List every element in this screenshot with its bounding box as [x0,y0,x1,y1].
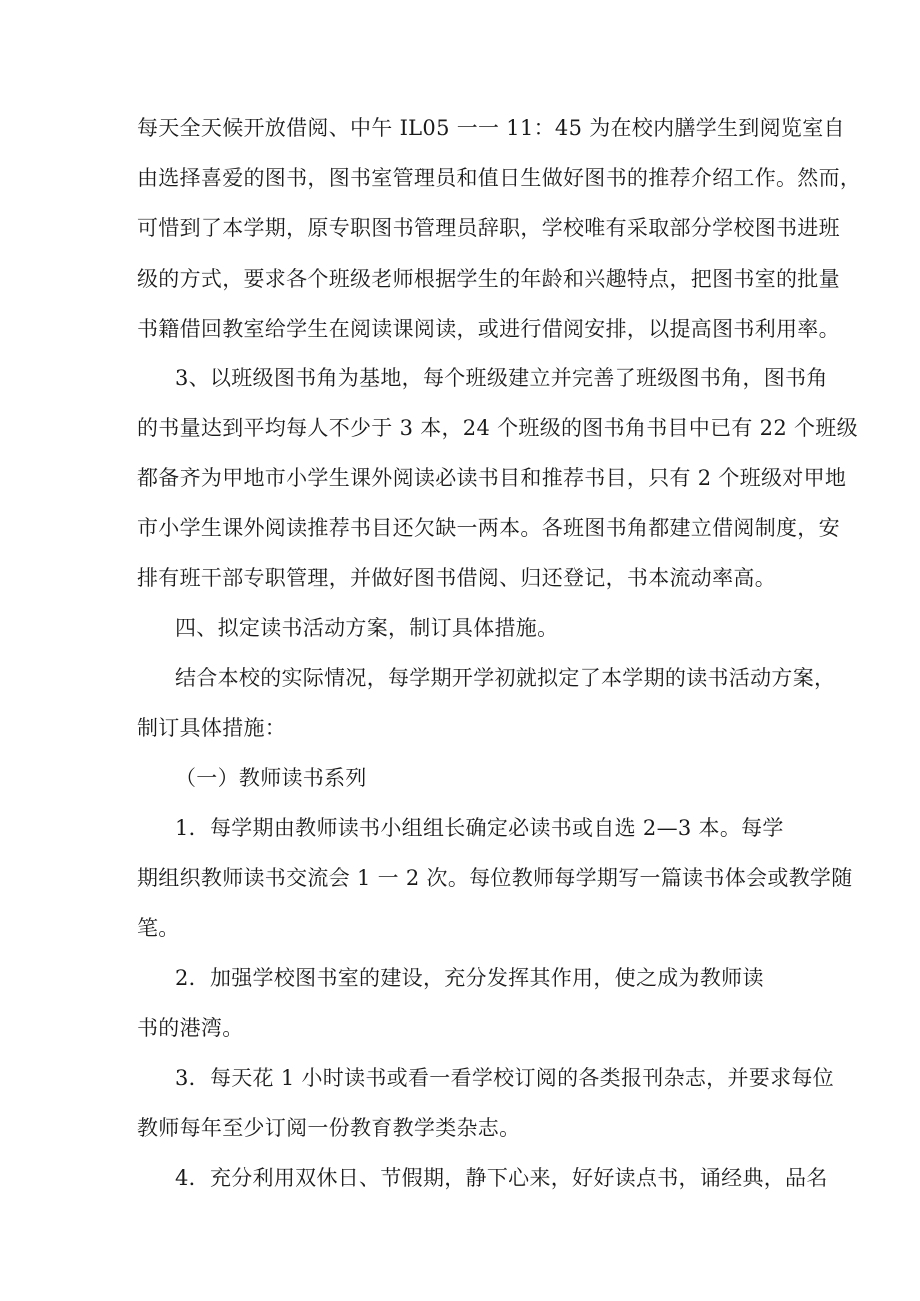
text-line: 级的方式，要求各个班级老师根据学生的年龄和兴趣特点，把图书室的批量 [137,267,840,291]
text-line: 3、以班级图书角为基地，每个班级建立并完善了班级图书角，图书角 [175,366,828,390]
text-line: 由选择喜爱的图书，图书室管理员和值日生做好图书的推荐介绍工作。然而， [137,166,862,190]
text-line: 教师每年至少订阅一份教育教学类杂志。 [137,1116,521,1140]
subsection-heading: （一）教师读书系列 [175,766,367,790]
text-line: 市小学生课外阅读推荐书目还欠缺一两本。各班图书角都建立借阅制度，安 [137,516,840,540]
text-line: 都备齐为甲地市小学生课外阅读必读书目和推荐书目，只有 2 个班级对甲地 [137,466,847,490]
section-heading: 四、拟定读书活动方案，制订具体措施。 [175,616,559,640]
text-line: 的书量达到平均每人不少于 3 本，24 个班级的图书角书目中已有 22 个班级 [137,416,858,440]
text-line: 书籍借回教室给学生在阅读课阅读，或进行借阅安排，以提高图书利用率。 [137,317,840,341]
text-line: 2．加强学校图书室的建设，充分发挥其作用，使之成为教师读 [175,966,764,990]
text-line: 1．每学期由教师读书小组组长确定必读书或自选 2—3 本。每学 [175,816,784,840]
text-line: 制订具体措施： [137,716,287,740]
text-line: 每天全天候开放借阅、中午 IL05 一一 11：45 为在校内膳学生到阅览室自 [137,116,845,140]
text-line: 期组织教师读书交流会 1 一 2 次。每位教师每学期写一篇读书体会或教学随 [137,866,853,890]
text-line: 3．每天花 1 小时读书或看一看学校订阅的各类报刊杂志，并要求每位 [175,1066,834,1090]
text-line: 笔。 [137,916,180,940]
text-line: 4．充分利用双休日、节假期，静下心来，好好读点书，诵经典，品名 [175,1166,828,1190]
text-line: 结合本校的实际情况，每学期开学初就拟定了本学期的读书活动方案， [175,666,836,690]
text-line: 可惜到了本学期，原专职图书管理员辞职，学校唯有采取部分学校图书进班 [137,216,840,240]
text-line: 书的港湾。 [137,1016,244,1040]
text-line: 排有班干部专职管理，并做好图书借阅、归还登记，书本流动率高。 [137,566,776,590]
